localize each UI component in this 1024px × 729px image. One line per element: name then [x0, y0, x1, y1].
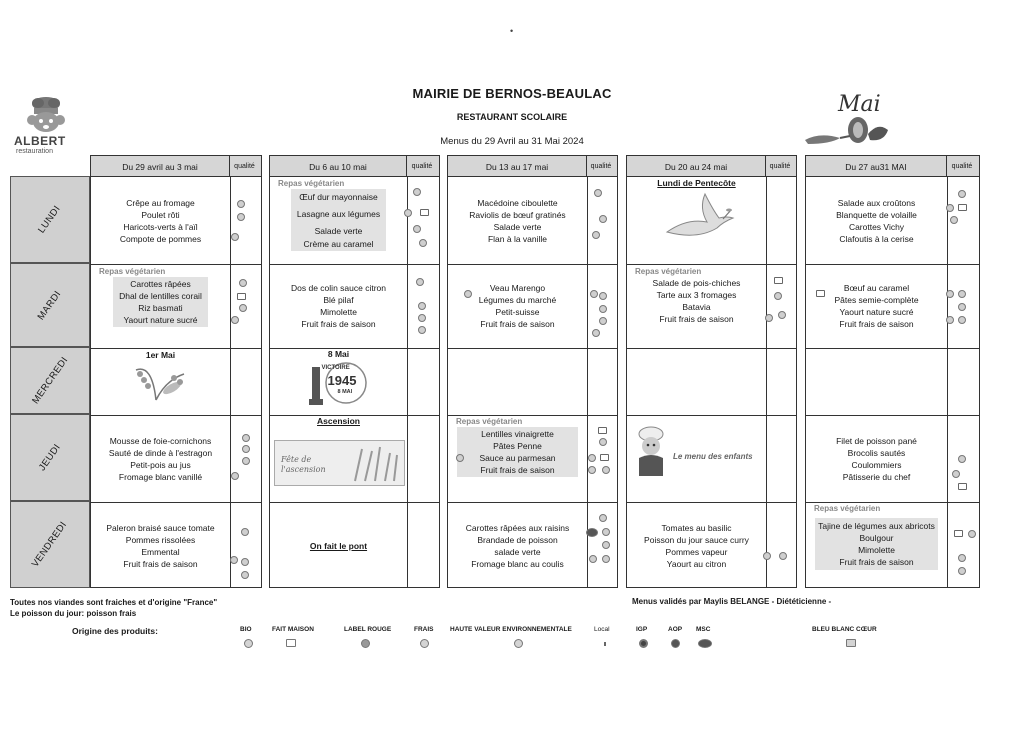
- week-title: Du 13 au 17 mai: [448, 156, 587, 177]
- week-column-3: [447, 155, 618, 588]
- quality-icon: [946, 290, 954, 298]
- msc-icon: [586, 528, 598, 537]
- dish: Petit-suisse: [495, 307, 540, 317]
- menu-cell-thursday: [91, 415, 230, 502]
- victory-badge: [306, 359, 372, 407]
- day-label-thursday: JEUDI: [10, 414, 90, 501]
- menu-cell-tuesday: [91, 264, 230, 348]
- menu-cell-friday: [448, 502, 587, 589]
- dish: Haricots-verts à l'aïl: [123, 221, 198, 232]
- legend-label-rouge: LABEL ROUGE: [344, 626, 392, 633]
- dish: Dhal de lentilles corail: [119, 291, 202, 301]
- quality-icon: [958, 455, 966, 463]
- quality-icon: [588, 454, 596, 462]
- dish: Crêpe au fromage: [126, 197, 195, 208]
- dish: Carottes râpées: [130, 279, 191, 289]
- quality-icon: [242, 434, 250, 442]
- dish: Fruit frais de saison: [659, 314, 734, 324]
- quality-icon: [958, 316, 966, 324]
- dish: Mimolette: [320, 307, 357, 317]
- quality-header: qualité: [590, 163, 612, 170]
- day-label-tuesday: MARDI: [10, 263, 90, 347]
- week-header: [270, 156, 439, 177]
- menu-cell-friday: [806, 502, 947, 589]
- dish: Flan à la vanille: [487, 233, 548, 244]
- dish: Fruit frais de saison: [123, 558, 198, 569]
- dish: Paleron braisé sauce tomate: [106, 522, 215, 533]
- quality-icon: [241, 571, 249, 579]
- quality-icon: [602, 466, 610, 474]
- quality-header: qualité: [411, 163, 433, 170]
- quality-icon: [946, 316, 954, 324]
- week-title: Du 29 avril au 3 mai: [91, 156, 230, 177]
- dish: Yaourt nature sucré: [123, 315, 198, 325]
- month-word: Mai: [838, 92, 881, 117]
- victory-badge-top: VICTOIRE: [321, 365, 350, 371]
- quality-icon: [592, 329, 600, 337]
- fait-maison-icon: [420, 209, 429, 216]
- dish: Macédoine ciboulette: [477, 197, 558, 208]
- week-title: Du 20 au 24 mai: [627, 156, 766, 177]
- legend-msc: MSC: [696, 626, 711, 633]
- quality-icon: [599, 305, 607, 313]
- child-chef-icon: [631, 424, 671, 480]
- menu-cell-tuesday: [627, 264, 766, 348]
- fait-maison-icon: [286, 639, 296, 647]
- dish: Salade aux croûtons: [837, 197, 916, 208]
- menu-cell-monday: [448, 177, 587, 264]
- holiday-note: 1er Mai: [145, 350, 176, 360]
- quality-icon: [241, 528, 249, 536]
- dish: Fromage blanc vanillé: [118, 471, 203, 482]
- dish: Dos de colin sauce citron: [291, 283, 386, 293]
- menu-cell-monday: [806, 177, 947, 264]
- dish: Yaourt nature sucré: [839, 307, 914, 317]
- footer-meat-note: Toutes nos viandes sont fraiches et d'origine "France": [10, 598, 218, 607]
- quality-icon: [599, 438, 607, 446]
- logo-subtitle: restauration: [16, 148, 53, 155]
- vegetarian-tag: Repas végétarien: [99, 267, 166, 276]
- quality-icon: [456, 454, 464, 462]
- holiday-note: On fait le pont: [309, 540, 368, 551]
- dish: Poisson du jour sauce curry: [644, 534, 749, 545]
- hve-icon: [514, 639, 523, 648]
- vegetarian-tag: Repas végétarien: [635, 267, 702, 276]
- vegetarian-block: [291, 189, 386, 251]
- quality-icon: [231, 472, 239, 480]
- quality-icon: [239, 304, 247, 312]
- quality-icon: [602, 541, 610, 549]
- vegetarian-tag: Repas végétarien: [814, 504, 881, 513]
- dish: Blanquette de volaille: [836, 209, 917, 220]
- quality-icon: [958, 303, 966, 311]
- quality-icon: [958, 567, 966, 575]
- quality-icon: [602, 528, 610, 536]
- quality-icon: [588, 466, 596, 474]
- quality-icon: [237, 213, 245, 221]
- quality-icon: [958, 554, 966, 562]
- vegetarian-tag: Repas végétarien: [456, 417, 523, 426]
- quality-icon: [958, 190, 966, 198]
- dish: Pâtisserie du chef: [842, 471, 911, 482]
- footer-validated: Menus validés par Maylis BELANGE - Diététicienne -: [632, 597, 832, 606]
- dish: Veau Marengo: [489, 283, 546, 293]
- quality-icon: [231, 233, 239, 241]
- fait-maison-icon: [954, 530, 963, 537]
- quality-icon: [404, 209, 412, 217]
- dish: Coulommiers: [851, 459, 902, 470]
- bleu-blanc-coeur-icon: [846, 639, 856, 647]
- day-label-wednesday: MERCREDI: [10, 347, 90, 414]
- dish: Fromage blanc au coulis: [471, 558, 564, 569]
- origin-label: Origine des produits:: [72, 626, 158, 636]
- week-column-4: [626, 155, 797, 588]
- menu-cell-wednesday: [91, 348, 230, 415]
- legend-fait-maison: FAIT MAISON: [272, 626, 314, 633]
- dish: Mimolette: [858, 545, 895, 555]
- dish: Pommes rissolées: [125, 534, 196, 545]
- quality-icon: [599, 215, 607, 223]
- menu-cell-wednesday: [270, 348, 407, 415]
- quality-icon: [765, 314, 773, 322]
- quality-icon: [589, 555, 597, 563]
- dish: Salade verte: [314, 226, 363, 236]
- quality-icon: [416, 278, 424, 286]
- fait-maison-icon: [816, 290, 825, 297]
- dish: Carottes râpées aux raisins: [465, 522, 570, 533]
- aop-icon: [671, 639, 680, 648]
- quality-icon: [763, 552, 771, 560]
- fait-maison-icon: [958, 483, 967, 490]
- dish: Bœuf au caramel: [843, 283, 910, 293]
- week-title: Du 6 au 10 mai: [270, 156, 407, 177]
- dish: Boulgour: [859, 533, 894, 543]
- dish: Sauce au parmesan: [479, 453, 556, 463]
- quality-icon: [237, 200, 245, 208]
- dish: Fruit frais de saison: [839, 557, 914, 567]
- menu-cell-tuesday: [448, 264, 587, 348]
- dish: Légumes du marché: [478, 295, 557, 305]
- menu-cell-tuesday: [806, 264, 947, 348]
- page-title: MAIRIE DE BERNOS-BEAULAC: [412, 86, 612, 101]
- quality-header: qualité: [234, 163, 255, 170]
- dish: Tarte aux 3 fromages: [656, 290, 737, 300]
- menu-cell-monday: [627, 177, 766, 264]
- victory-badge-year: 1945: [327, 373, 357, 388]
- vegetarian-block: [457, 427, 577, 477]
- quality-icon: [592, 231, 600, 239]
- day-label-monday: LUNDI: [10, 176, 90, 263]
- dish: Lentilles vinaigrette: [481, 429, 554, 439]
- dish: Pâtes semie-complète: [834, 295, 919, 305]
- week-column-1: [90, 155, 262, 588]
- quality-icon: [952, 470, 960, 478]
- fait-maison-icon: [774, 277, 783, 284]
- legend-aop: AOP: [668, 626, 683, 633]
- dish: Compote de pommes: [119, 233, 202, 244]
- quality-icon: [590, 290, 598, 298]
- frais-icon: [420, 639, 429, 648]
- local-icon: [604, 642, 606, 646]
- quality-icon: [950, 216, 958, 224]
- kids-menu-note: Le menu des enfants: [673, 452, 753, 461]
- quality-icon: [242, 457, 250, 465]
- legend-local: Local: [594, 626, 610, 633]
- holiday-note: Ascension: [317, 416, 360, 426]
- quality-icon: [231, 316, 239, 324]
- dove-icon: [657, 188, 737, 244]
- dish: Poulet rôti: [141, 209, 180, 220]
- quality-icon: [230, 556, 238, 564]
- footer-fish-note: Le poisson du jour: poisson frais: [10, 609, 137, 618]
- dish: Salade verte: [493, 221, 542, 232]
- dish: Filet de poisson pané: [836, 435, 917, 446]
- vegetarian-tag: Repas végétarien: [278, 179, 345, 188]
- fait-maison-icon: [958, 204, 967, 211]
- day-label-friday: VENDREDI: [10, 501, 90, 588]
- quality-icon: [418, 302, 426, 310]
- bio-icon: [244, 639, 253, 648]
- dish: Fruit frais de saison: [301, 319, 376, 329]
- dish: Emmental: [141, 546, 180, 557]
- dish: Tajine de légumes aux abricots: [818, 521, 935, 531]
- legend-igp: IGP: [636, 626, 648, 633]
- scan-mark: •: [510, 26, 514, 36]
- quality-icon: [594, 189, 602, 197]
- vegetarian-block: [815, 518, 938, 570]
- dish: Sauté de dinde à l'estragon: [108, 447, 213, 458]
- week-column-5: [805, 155, 980, 588]
- page-subtitle: RESTAURANT SCOLAIRE: [456, 112, 568, 122]
- quality-icon: [774, 292, 782, 300]
- dish: Brocolis sautés: [847, 447, 906, 458]
- dish: Raviolis de bœuf gratinés: [469, 209, 566, 220]
- dish: Batavia: [682, 302, 711, 312]
- dish: salade verte: [494, 546, 541, 557]
- menu-dates: Menus du 29 Avril au 31 Mai 2024: [440, 136, 584, 147]
- dish: Mousse de foie-cornichons: [109, 435, 212, 446]
- fait-maison-icon: [600, 454, 609, 461]
- menu-cell-monday: [270, 177, 407, 264]
- holiday-note: Lundi de Pentecôte: [657, 178, 736, 188]
- dish: Carottes Vichy: [848, 221, 905, 232]
- logo-name: ALBERT: [14, 134, 66, 148]
- quality-icon: [239, 279, 247, 287]
- dish: Fruit frais de saison: [839, 319, 914, 329]
- legend-hve: HAUTE VALEUR ENVIRONNEMENTALE: [450, 626, 572, 633]
- legend-bio: BIO: [240, 626, 252, 633]
- quality-icon: [413, 225, 421, 233]
- dish: Fruit frais de saison: [480, 465, 555, 475]
- quality-icon: [968, 530, 976, 538]
- quality-icon: [418, 314, 426, 322]
- fait-maison-icon: [598, 427, 607, 434]
- quality-icon: [464, 290, 472, 298]
- dish: Salade de pois-chiches: [652, 278, 741, 288]
- menu-cell-friday: [627, 502, 766, 589]
- dish: Œuf dur mayonnaise: [299, 192, 378, 202]
- legend-frais: FRAIS: [414, 626, 434, 633]
- ascension-image: [274, 440, 405, 486]
- menu-cell-tuesday: [270, 264, 407, 348]
- legend-bleu-blanc-coeur: BLEU BLANC CŒUR: [812, 626, 877, 633]
- quality-icon: [413, 188, 421, 196]
- vegetarian-block: [113, 277, 208, 327]
- menu-cell-monday: [91, 177, 230, 264]
- quality-icon: [946, 204, 954, 212]
- dish: Yaourt au citron: [666, 558, 727, 569]
- lily-of-the-valley-icon: [126, 360, 196, 404]
- menu-cell-friday: [91, 502, 230, 589]
- menu-cell-thursday: [806, 415, 947, 502]
- week-header: [627, 156, 796, 177]
- dish: Pommes vapeur: [665, 546, 728, 557]
- menu-cell-friday: [270, 502, 407, 589]
- dish: Tomates au basilic: [661, 522, 732, 533]
- dish: Lasagne aux légumes: [296, 209, 381, 219]
- quality-header: qualité: [951, 163, 973, 170]
- week-title: Du 27 au31 MAI: [806, 156, 947, 177]
- ascension-image-text: Fête de l'ascension: [281, 455, 326, 474]
- dish: Blé pilaf: [323, 295, 354, 305]
- week-header: [806, 156, 979, 177]
- week-header: [448, 156, 617, 177]
- quality-icon: [599, 317, 607, 325]
- quality-header: qualité: [769, 163, 791, 170]
- quality-icon: [778, 311, 786, 319]
- dish: Fruit frais de saison: [480, 319, 555, 329]
- quality-icon: [958, 290, 966, 298]
- quality-icon: [241, 558, 249, 566]
- week-header: [91, 156, 261, 177]
- msc-icon: [698, 639, 712, 648]
- quality-icon: [418, 326, 426, 334]
- dish: Petit-pois au jus: [130, 459, 191, 470]
- quality-icon: [599, 514, 607, 522]
- menu-cell-thursday: [448, 415, 587, 502]
- dish: Brandade de poisson: [477, 534, 558, 545]
- label-rouge-icon: [361, 639, 370, 648]
- vegetables-icon: [800, 108, 900, 148]
- fait-maison-icon: [237, 293, 246, 300]
- victory-badge-date: 8 MAI: [337, 389, 353, 395]
- dish: Crème au caramel: [303, 239, 374, 249]
- dish: Pâtes Penne: [493, 441, 542, 451]
- quality-icon: [599, 292, 607, 300]
- quality-icon: [419, 239, 427, 247]
- ascension-decoration-icon: [350, 445, 400, 483]
- holiday-note: 8 Mai: [327, 349, 350, 359]
- quality-icon: [602, 555, 610, 563]
- quality-icon: [779, 552, 787, 560]
- igp-icon: [639, 639, 648, 648]
- dish: Clafoutis à la cerise: [839, 233, 914, 244]
- week-column-2: [269, 155, 440, 588]
- dish: Riz basmati: [138, 303, 183, 313]
- quality-icon: [242, 445, 250, 453]
